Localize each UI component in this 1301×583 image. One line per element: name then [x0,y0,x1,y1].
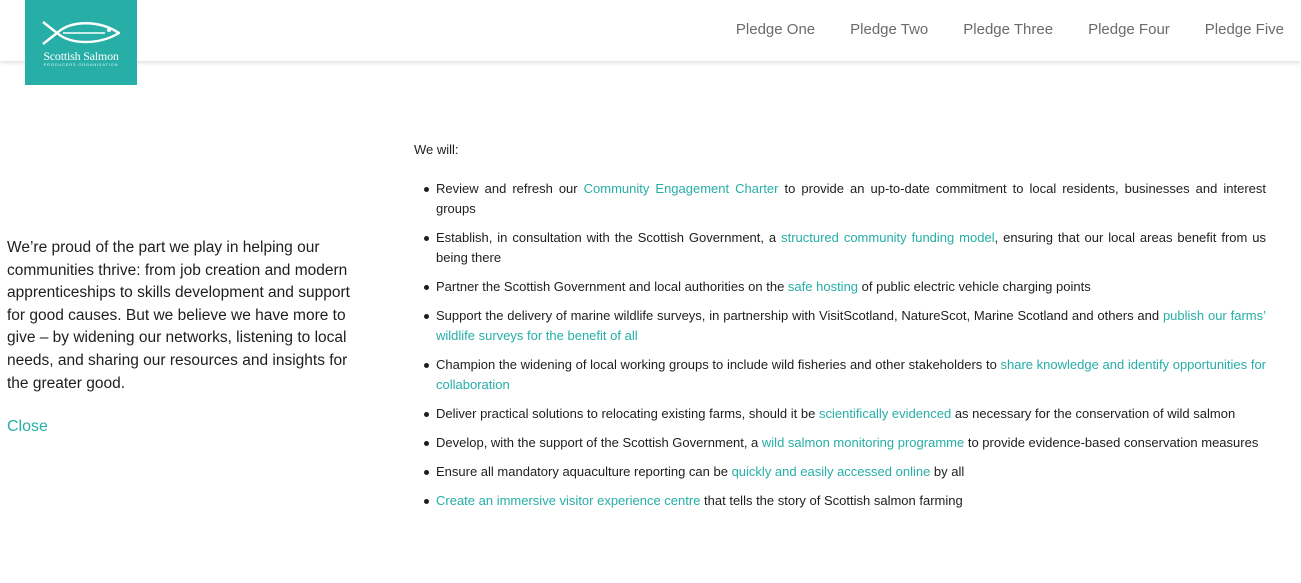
pledge-link[interactable]: quickly and easily accessed online [731,464,931,479]
pledges-heading: We will: [414,142,459,157]
pledge-link[interactable]: share knowledge and identify opportunities for collaboration [436,357,1267,392]
pledge-text: to provide evidence-based conservation measures [964,435,1259,450]
pledge-list [414,179,1266,511]
main-nav [736,21,1284,38]
pledge-text: by all [930,464,965,479]
pledge-text: Establish, in consultation with the Scottish Government, a [436,230,782,245]
pledge-text: Champion the widening of local working groups to include wild fisheries and other stakeholders to [436,357,1001,372]
pledge-text: to provide an up-to-date commitment to local residents, businesses and interest groups [436,181,1266,216]
pledge-text: Partner the Scottish Government and local authorities on the [436,279,788,294]
pledge-text: Support the delivery of marine wildlife surveys, in partnership with VisitScotland, NatureScot, Marine Scotland and others and [436,308,1163,323]
pledge-text: Develop, with the support of the Scottish Government, a [436,435,762,450]
pledge-item [414,491,1266,511]
nav-pledge-two[interactable]: Pledge Two [850,21,929,38]
logo-sub-text: PRODUCERS ORGANISATION [43,62,119,67]
pledge-link[interactable]: Create an immersive visitor experience centre [436,493,701,508]
pledge-item [414,228,1266,268]
intro-text: We’re proud of the part we play in helping our communities thrive: from job creation and modern apprenticeships to skills development and support for good causes. But we believe we have more to give – by widening our networks, listening to local needs, and sharing our resources and insights for the greater good. [7,239,350,392]
nav-pledge-four[interactable]: Pledge Four [1088,21,1170,38]
pledge-item [414,462,1266,482]
nav-pledge-five[interactable]: Pledge Five [1204,21,1284,38]
pledge-item [414,433,1266,453]
pledge-content [414,142,1266,520]
close-link[interactable]: Close [7,418,48,435]
site-logo[interactable] [25,0,137,85]
pledge-text: Deliver practical solutions to relocating existing farms, should it be [436,406,819,421]
pledge-link[interactable]: scientifically evidenced [818,406,952,421]
pledge-link[interactable]: publish our farms’ wildlife surveys for the benefit of all [436,308,1266,343]
pledge-item [414,277,1266,297]
pledge-text: , ensuring that our local areas benefit from us being there [436,230,1266,265]
pledge-item [414,179,1266,219]
pledge-text: Ensure all mandatory aquaculture reporting can be [436,464,732,479]
pledge-link[interactable]: Community Engagement Charter [583,181,779,196]
salmon-fish-icon [41,18,121,48]
pledge-item [414,355,1266,395]
nav-pledge-three[interactable]: Pledge Three [963,21,1054,38]
pledge-item [414,306,1266,346]
pledge-link[interactable]: wild salmon monitoring programme [761,435,965,450]
pledge-link[interactable]: safe hosting [787,279,859,294]
pledge-link[interactable]: structured community funding model [781,230,995,245]
pledge-text: that tells the story of Scottish salmon farming [700,493,963,508]
logo-brand-text: Scottish Salmon [43,49,119,63]
nav-pledge-one[interactable]: Pledge One [735,21,816,38]
pledge-text: of public electric vehicle charging points [858,279,1091,294]
pledge-item [414,404,1266,424]
pledge-text: as necessary for the conservation of wild salmon [951,406,1236,421]
pledge-text: Review and refresh our [436,181,584,196]
